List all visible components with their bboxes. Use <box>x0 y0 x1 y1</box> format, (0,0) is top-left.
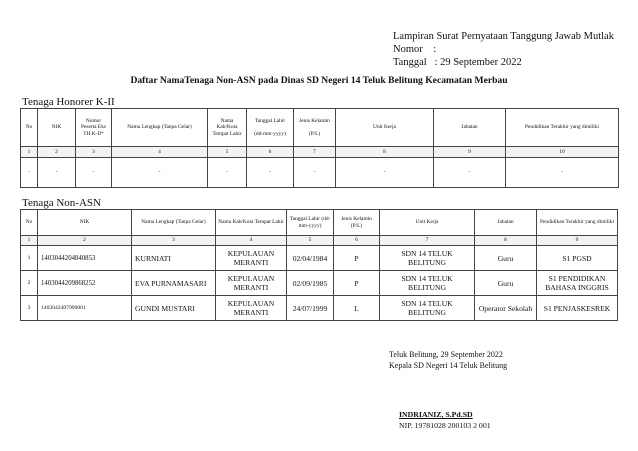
table-header-row <box>21 210 618 236</box>
honorer-table <box>20 108 619 188</box>
birthplace-cell: KEPULAUAN MERANTI <box>216 271 287 296</box>
position-cell: Operator Sekolah <box>475 296 537 321</box>
table-row <box>21 296 618 321</box>
letter-number: Nomor : <box>393 44 437 55</box>
column-header: Unit Kerja <box>380 210 475 236</box>
letter-date: Tanggal : 29 September 2022 <box>393 57 522 68</box>
table-cell: - <box>21 158 38 188</box>
column-number: 9 <box>537 236 618 246</box>
birthplace-cell: KEPULAUAN MERANTI <box>216 296 287 321</box>
column-header: No <box>21 109 38 147</box>
table-cell: - <box>294 158 336 188</box>
column-header: NIK <box>38 109 76 147</box>
section-heading-non-asn: Tenaga Non-ASN <box>22 197 101 209</box>
education-cell: S1 PENJASKESREK <box>537 296 618 321</box>
education-cell: S1 PGSD <box>537 246 618 271</box>
column-number: 2 <box>38 147 76 158</box>
name-cell: EVA PURNAMASARI <box>132 271 216 296</box>
gender-cell: L <box>334 296 380 321</box>
column-header: Tanggal Lahir (dd-mm-yyyy) <box>287 210 334 236</box>
table-header-row <box>21 109 619 147</box>
table-cell: - <box>112 158 208 188</box>
table-cell: - <box>336 158 434 188</box>
gender-cell: P <box>334 246 380 271</box>
column-header: Jabatan <box>475 210 537 236</box>
column-header: Unit Kerja <box>336 109 434 147</box>
position-cell: Guru <box>475 246 537 271</box>
document-title: Daftar NamaTenaga Non-ASN pada Dinas SD Negeri 14 Teluk Belitung Kecamatan Merbau <box>130 75 508 86</box>
column-header: Jenis Kelamin (P/L) <box>294 109 336 147</box>
column-header: Jenis Kelamin (P/L) <box>334 210 380 236</box>
table-row <box>21 158 619 188</box>
work-unit-cell: SDN 14 TELUK BELITUNG <box>380 246 475 271</box>
column-header: NIK <box>38 210 132 236</box>
education-cell: S1 PENDIDIKAN BAHASA INGGRIS <box>537 271 618 296</box>
column-number: 1 <box>21 147 38 158</box>
column-header: Nama Kab/Kota Tempat Lahir <box>216 210 287 236</box>
row-number: 3 <box>21 296 38 321</box>
row-number: 1 <box>21 246 38 271</box>
table-row <box>21 271 618 296</box>
column-number: 7 <box>380 236 475 246</box>
table-cell: - <box>247 158 294 188</box>
column-header: Pendidikan Terakhir yang dimiliki <box>506 109 619 147</box>
column-number: 4 <box>112 147 208 158</box>
column-number: 8 <box>336 147 434 158</box>
column-number: 10 <box>506 147 619 158</box>
signature-place-date: Teluk Belitung, 29 September 2022 <box>389 350 503 359</box>
attachment-title: Lampiran Surat Pernyataan Tanggung Jawab Mutlak <box>393 31 614 42</box>
column-header: Nomor Peserta Eks TH K-II* <box>76 109 112 147</box>
signatory-name: INDRIANIZ, S.Pd.SD <box>399 410 473 419</box>
column-header: Jabatan <box>434 109 506 147</box>
table-cell: - <box>434 158 506 188</box>
column-number-row <box>21 147 619 158</box>
column-number: 1 <box>21 236 38 246</box>
table-cell: - <box>506 158 619 188</box>
column-header: No <box>21 210 38 236</box>
column-number: 6 <box>247 147 294 158</box>
work-unit-cell: SDN 14 TELUK BELITUNG <box>380 296 475 321</box>
column-header: Nama Kab/Kota Tempat Lahir <box>208 109 247 147</box>
table-row <box>21 246 618 271</box>
name-cell: KURNIATI <box>132 246 216 271</box>
column-number: 5 <box>208 147 247 158</box>
column-number: 8 <box>475 236 537 246</box>
column-number: 7 <box>294 147 336 158</box>
column-number: 3 <box>132 236 216 246</box>
birthdate-cell: 02/04/1984 <box>287 246 334 271</box>
position-cell: Guru <box>475 271 537 296</box>
column-number-row <box>21 236 618 246</box>
nik-cell: 1403044209868252 <box>38 271 132 296</box>
column-header: Pendidikan Terakhir yang dimiliki <box>537 210 618 236</box>
signature-position: Kepala SD Negeri 14 Teluk Belitung <box>389 361 508 370</box>
column-header: Tanggal Lahir (dd-mm-yyyy) <box>247 109 294 147</box>
row-number: 2 <box>21 271 38 296</box>
nik-cell: 1403042407990001 <box>38 296 132 321</box>
birthplace-cell: KEPULAUAN MERANTI <box>216 246 287 271</box>
birthdate-cell: 02/09/1985 <box>287 271 334 296</box>
table-cell: - <box>38 158 76 188</box>
column-number: 4 <box>216 236 287 246</box>
column-number: 3 <box>76 147 112 158</box>
section-heading-honorer: Tenaga Honorer K-II <box>22 96 115 108</box>
table-cell: - <box>208 158 247 188</box>
work-unit-cell: SDN 14 TELUK BELITUNG <box>380 271 475 296</box>
birthdate-cell: 24/07/1999 <box>287 296 334 321</box>
column-number: 9 <box>434 147 506 158</box>
table-cell: - <box>76 158 112 188</box>
non-asn-table <box>20 209 618 321</box>
signatory-nip: NIP. 19781028 200103 2 001 <box>399 421 491 430</box>
column-header: Nama Lengkap (Tanpa Gelar) <box>132 210 216 236</box>
gender-cell: P <box>334 271 380 296</box>
column-number: 5 <box>287 236 334 246</box>
name-cell: GUNDI MUSTARI <box>132 296 216 321</box>
column-number: 2 <box>38 236 132 246</box>
nik-cell: 1403044204840853 <box>38 246 132 271</box>
column-header: Nama Lengkap (Tanpa Gelar) <box>112 109 208 147</box>
column-number: 6 <box>334 236 380 246</box>
